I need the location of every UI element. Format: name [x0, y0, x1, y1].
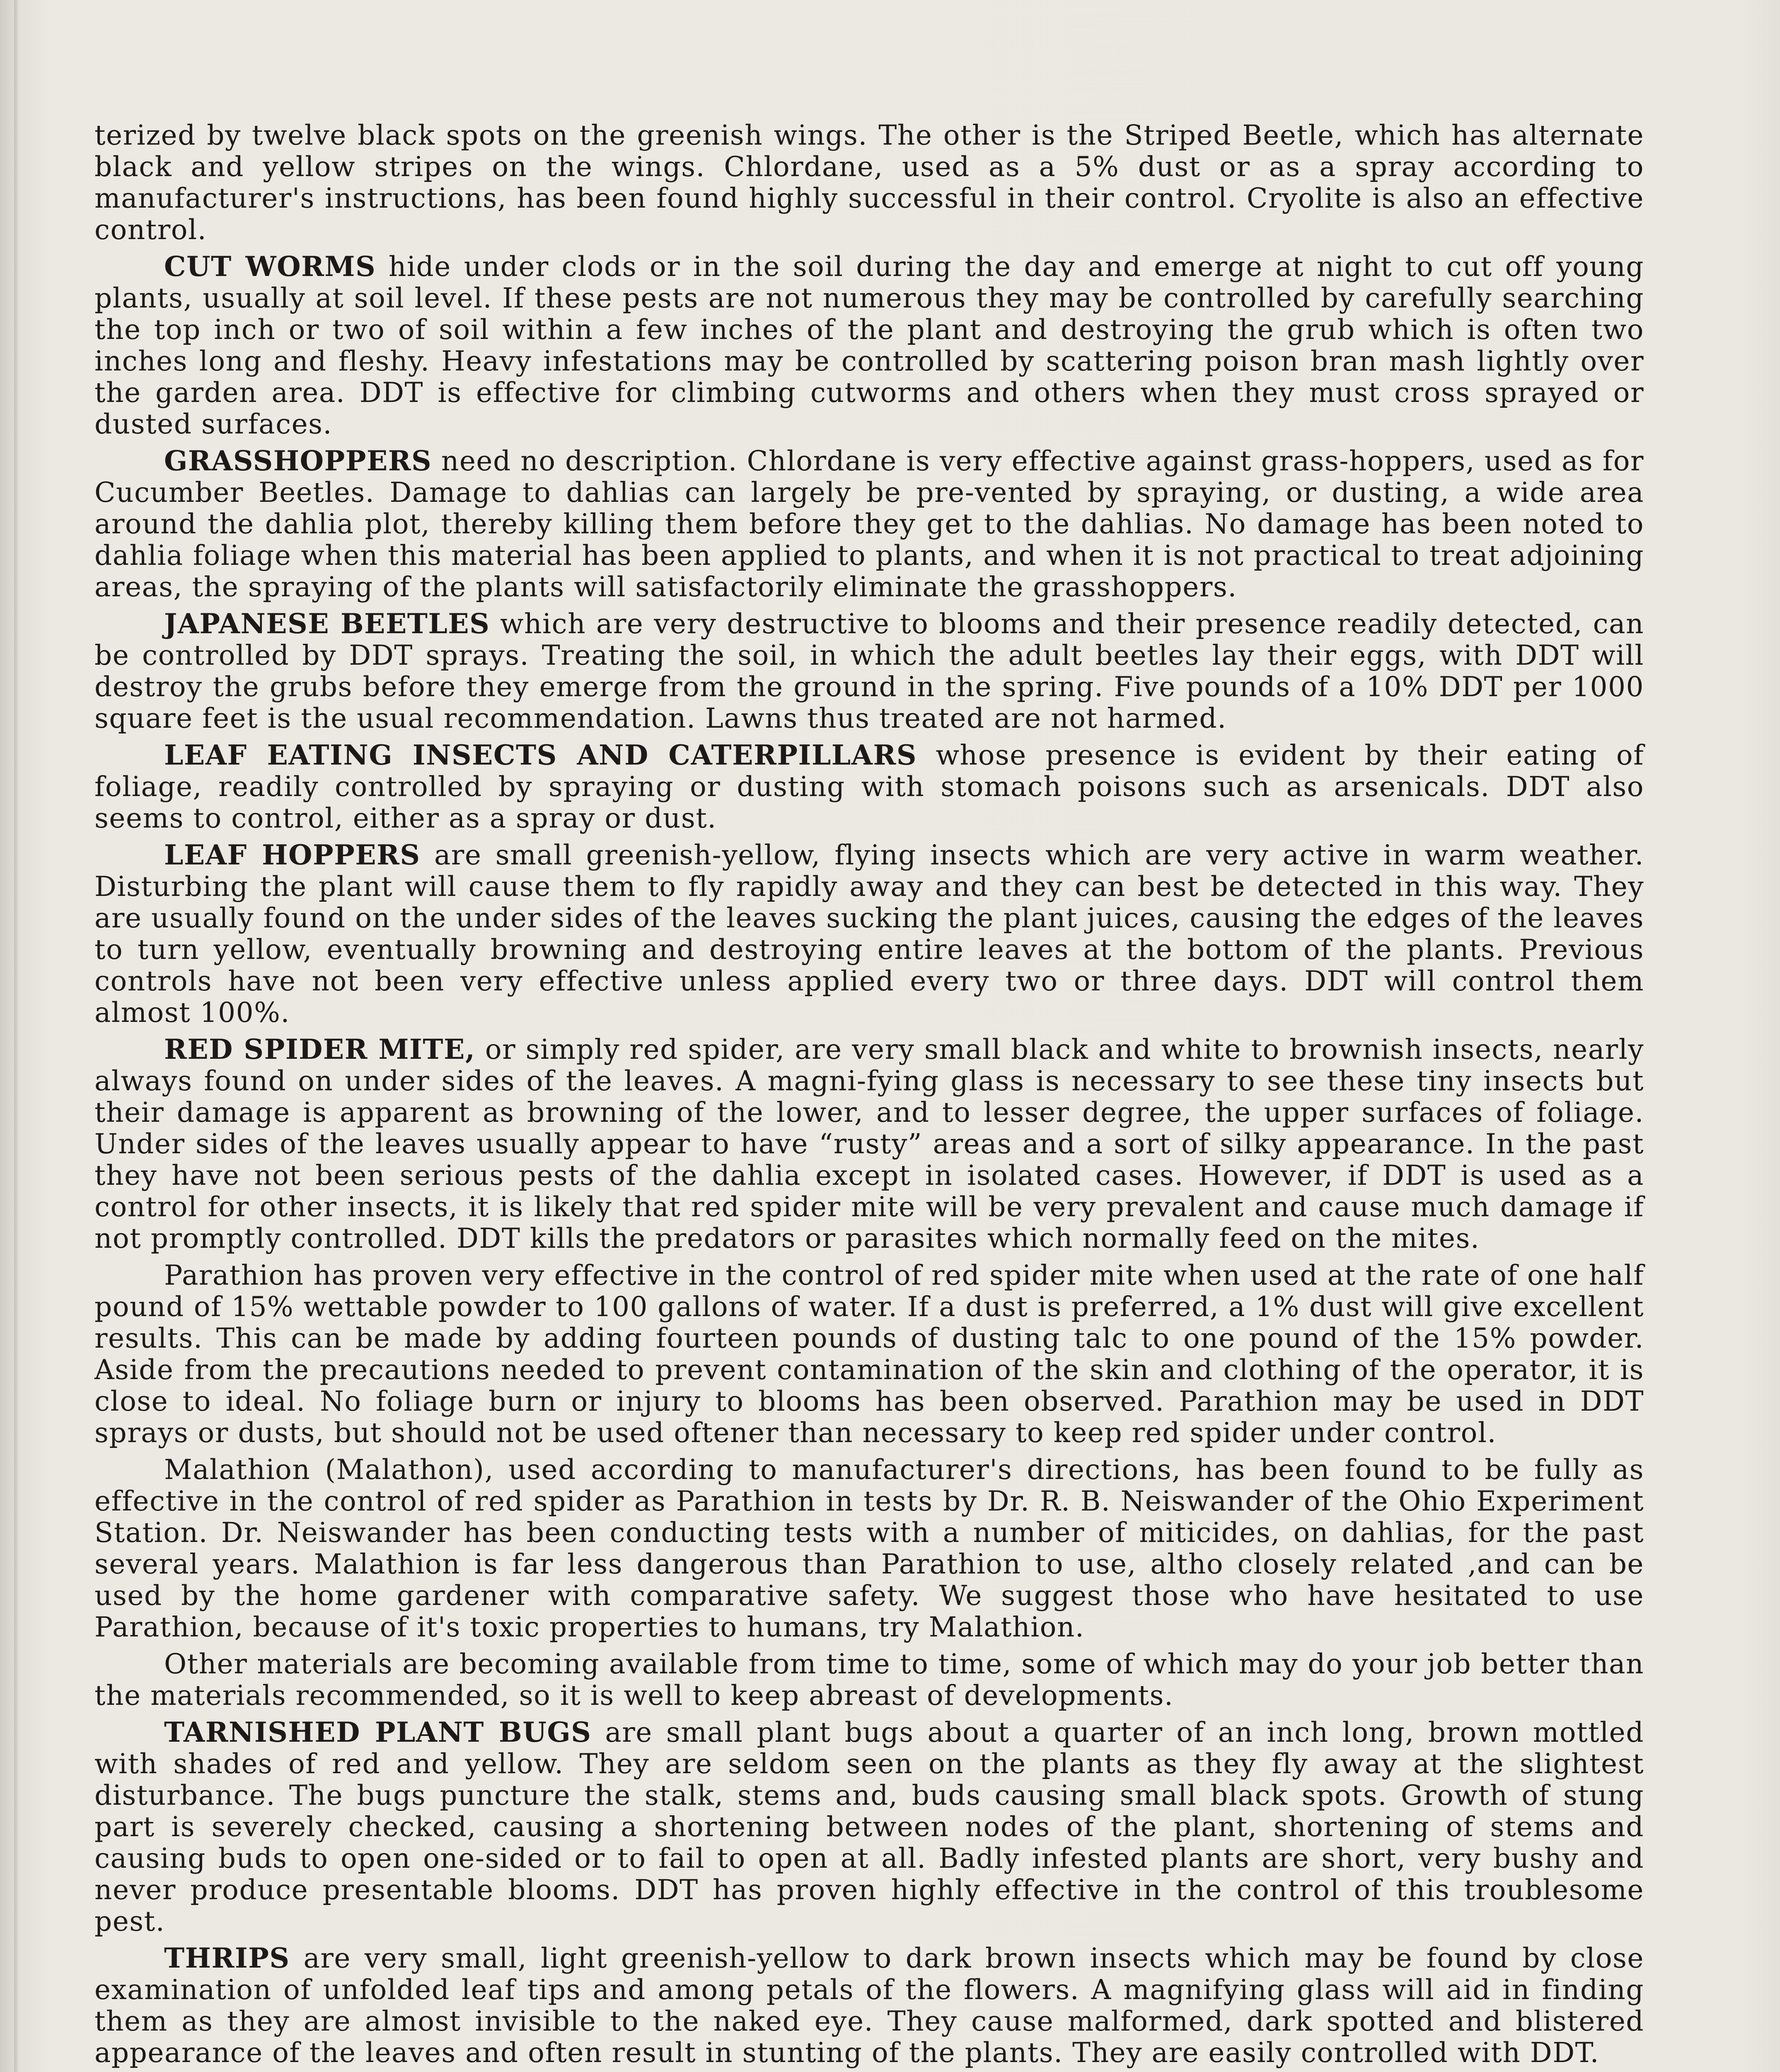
paragraph-lead: GRASSHOPPERS — [164, 445, 432, 477]
paragraph-japanese-beetles — [94, 608, 1644, 734]
body-text — [94, 119, 1644, 2072]
paragraph-leaf-hoppers — [94, 839, 1644, 1029]
paragraph-tarnished-plant-bugs — [94, 1716, 1644, 1937]
paragraph-text: terized by twelve black spots on the greenish wings. The other is the Striped Beetle, which has alternate black and yellow stripes on the wings. Chlordane, used as a 5% dust or as a spray according to manufacturer's instructions, has been found highly successful in their control. Cryolite is also an effective control. — [94, 119, 1644, 246]
paragraph-lead: THRIPS — [164, 1942, 290, 1974]
paragraph-cut-worms — [94, 251, 1644, 440]
paragraph-lead: CUT WORMS — [164, 250, 376, 283]
paragraph-text: are small greenish-yellow, flying insects which are very active in warm weather. Disturbing the plant will cause them to fly rapidly away and they can best be detected in this way. They are usually found on the under sides of the leaves sucking the plant juices, causing the edges of the leaves to turn yellow, eventually browning and destroying entire leaves at the bottom of the plants. Previous controls have not been very effective unless applied every two or three days. DDT will control them almost 100%. — [94, 839, 1645, 1029]
paragraph-grasshoppers — [94, 445, 1644, 603]
paragraph-text: Parathion has proven very effective in the control of red spider mite when used at the rate of one half pound of 15% wettable powder to 100 gallons of water. If a dust is preferred, a 1% dust will give excellent results. This can be made by adding fourteen pounds of dusting talc to one pound of the 15% powder. Aside from the precautions needed to prevent contamination of the skin and clothing of the operator, it is close to ideal. No foliage burn or injury to blooms has been observed. Parathion may be used in DDT sprays or dusts, but should not be used oftener than necessary to keep red spider under control. — [94, 1259, 1644, 1449]
paragraph-text: need no description. Chlordane is very effective against grass-hoppers, used as for Cucumber Beetles. Damage to dahlias can largely be pre-vented by spraying, or dusting, a wide area around the dahlia plot, thereby killing them before they get to the dahlias. No damage has been noted to dahlia foliage when this material has been applied to plants, and when it is not practical to treat adjoining areas, the spraying of the plants will satisfactorily eliminate the grasshoppers. — [94, 445, 1644, 603]
paragraph-other-materials — [94, 1648, 1644, 1711]
paragraph-parathion — [94, 1259, 1644, 1449]
paragraph-text: are small plant bugs about a quarter of an inch long, brown mottled with shades of red and yellow. They are seldom seen on the plants as they fly away at the slightest disturbance. The bugs puncture the stalk, stems and, buds causing small black spots. Growth of stung part is severely checked, causing a shortening between nodes of the plant, shortening of stems and causing buds to open one-sided or to fail to open at all. Badly infested plants are short, very bushy and never produce presentable blooms. DDT has proven highly effective in the control of this troublesome pest. — [94, 1716, 1644, 1937]
paragraph-text: or simply red spider, are very small black and white to brownish insects, nearly always found on under sides of the leaves. A magni-fying glass is necessary to see these tiny insects but their damage is apparent as browning of the lower, and to lesser degree, the upper surfaces of foliage. Under sides of the leaves usually appear to have “rusty” areas and a sort of silky appearance. In the past they have not been serious pests of the dahlia except in isolated cases. However, if DDT is used as a control for other insects, it is likely that red spider mite will be very prevalent and cause much damage if not promptly controlled. DDT kills the predators or parasites which normally feed on the mites. — [94, 1034, 1644, 1254]
paragraph-leaf-eating-insects — [94, 739, 1644, 834]
paragraph-text: whose presence is evident by their eating of foliage, readily controlled by spraying or dusting with stomach poisons such as arsenicals. DDT also seems to control, either as a spray or dust. — [94, 739, 1644, 834]
paragraph-text: are very small, light greenish-yellow to dark brown insects which may be found by close examination of unfolded leaf tips and among petals of the flowers. A magnifying glass will aid in finding them as they are almost invisible to the naked eye. They cause malformed, dark spotted and blistered appearance of the leaves and often result in stunting of the plants. They are easily controlled with DDT. — [94, 1942, 1644, 2069]
paragraph-lead: JAPANESE BEETLES — [164, 608, 490, 640]
paragraph-lead: TARNISHED PLANT BUGS — [164, 1716, 592, 1748]
paragraph-thrips — [94, 1942, 1644, 2069]
paragraph-lead: RED SPIDER MITE, — [164, 1033, 476, 1065]
paragraph-lead: LEAF EATING INSECTS AND CATERPILLARS — [164, 739, 917, 771]
binding-gutter — [14, 0, 18, 2072]
paragraph-lead: LEAF HOPPERS — [164, 839, 421, 871]
paragraph-text: which are very destructive to blooms and their presence readily detected, can be controlled by DDT sprays. Treating the soil, in which the adult beetles lay their eggs, with DDT will destroy the grubs before they emerge from the ground in the spring. Five pounds of a 10% DDT per 1000 square feet is the usual recommendation. Lawns thus treated are not harmed. — [94, 608, 1644, 734]
paragraph-text: Malathion (Malathon), used according to manufacturer's directions, has been found to be fully as effective in the control of red spider as Parathion in tests by Dr. R. B. Neiswander of the Ohio Experiment Station. Dr. Neiswander has been conducting tests with a number of miticides, on dahlias, for the past several years. Malathion is far less dangerous than Parathion to use, altho closely related ,and can be used by the home gardener with comparative safety. We suggest those who have hesitated to use Parathion, because of it's toxic properties to humans, try Malathion. — [94, 1454, 1644, 1643]
paragraph-striped-beetle — [94, 119, 1644, 246]
paragraph-text: hide under clods or in the soil during the day and emerge at night to cut off young plants, usually at soil level. If these pests are not numerous they may be controlled by carefully searching the top inch or two of soil within a few inches of the plant and destroying the grub which is often two inches long and fleshy. Heavy infestations may be controlled by scattering poison bran mash lightly over the garden area. DDT is effective for climbing cutworms and others when they must cross sprayed or dusted surfaces. — [94, 251, 1644, 440]
paragraph-red-spider-mite — [94, 1034, 1644, 1254]
paragraph-malathion — [94, 1454, 1644, 1643]
paragraph-text: Other materials are becoming available from time to time, some of which may do your job better than the materials recommended, so it is well to keep abreast of developments. — [94, 1648, 1644, 1711]
